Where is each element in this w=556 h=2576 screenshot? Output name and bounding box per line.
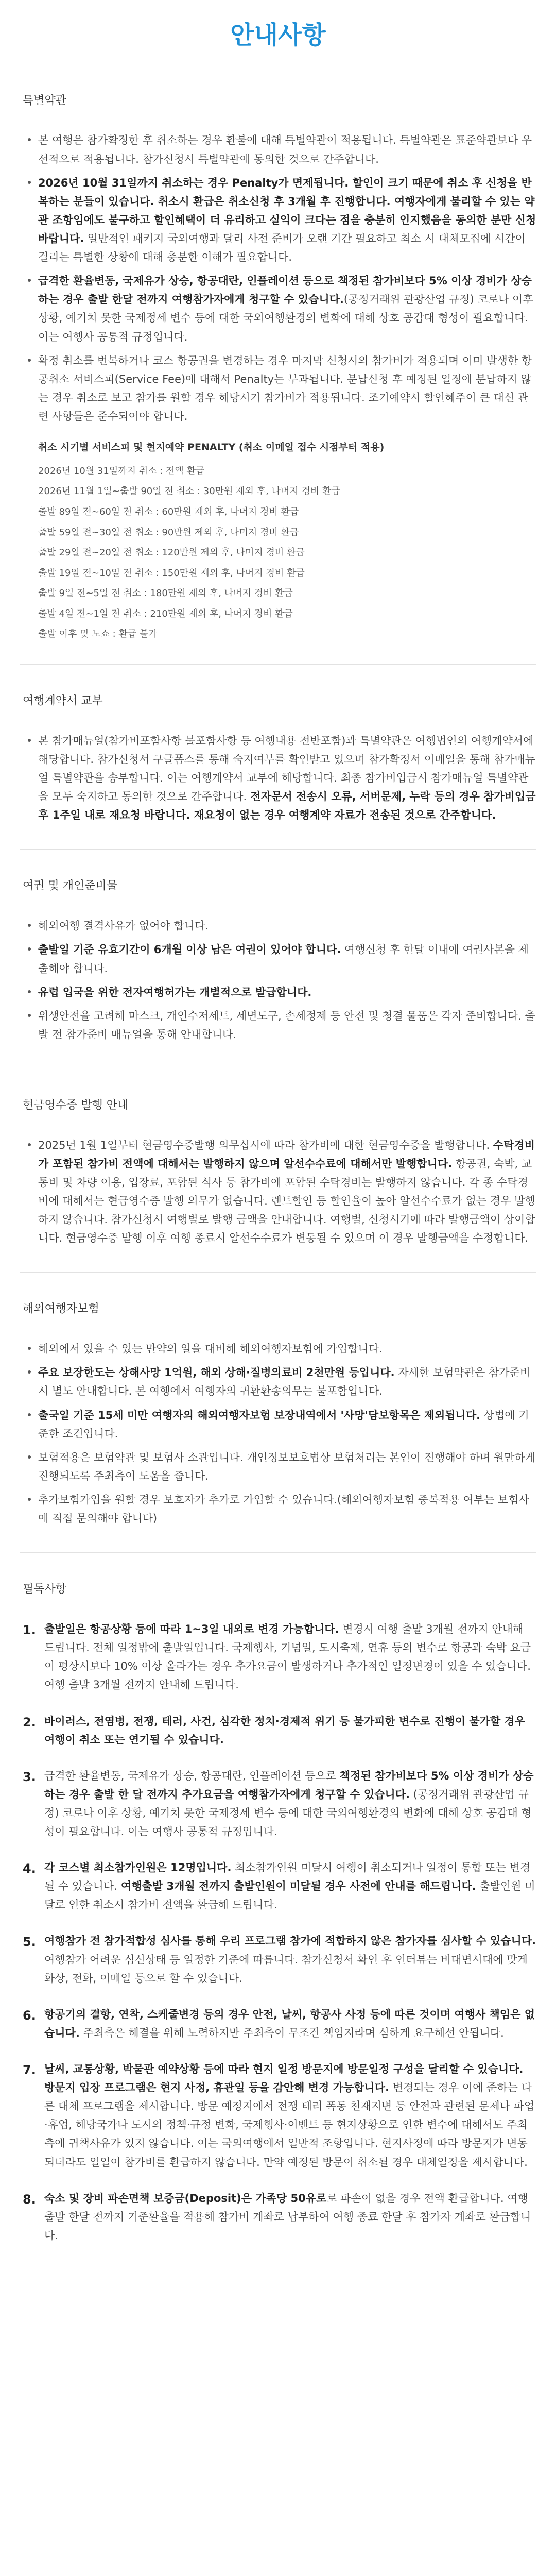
item-number: 7. (23, 2063, 36, 2078)
bullet-text: 해외에서 있을 수 있는 만약의 일을 대비해 해외여행자보험에 가입합니다. (38, 1343, 383, 1355)
item-bold-text: 날씨, 교통상황, 박물관 예약상황 등에 따라 현지 일정 방문지에 방문일정 구성을 달리할 수 있습니다. 방문지 입장 프로그램은 현지 사정, 휴관일 등을 감안해 변경 가능합니다. (44, 2063, 524, 2094)
insurance-section (20, 1272, 536, 1552)
bullet-bold-text: 출국일 기준 15세 미만 여행자의 해외여행자보험 보장내역에서 '사망'담보항목은 제외됩니다. (38, 1409, 481, 1421)
item-text (44, 1620, 536, 1694)
item-bold-text: 항공기의 결항, 연착, 스케줄변경 등의 경우 안전, 날씨, 항공사 사정 등에 따른 것이며 여행사 책임은 없습니다. (44, 2008, 535, 2039)
list-item (25, 1448, 536, 1485)
item-rest-text: 출발인원 미달로 인한 취소시 참가비 전액을 환급해 드립니다. (44, 1880, 535, 1911)
bullet-text: 본 여행은 참가확정한 후 취소하는 경우 환불에 대해 특별약관이 적용됩니다. 특별약관은 표준약관보다 우선적으로 적용됩니다. 참가신청시 특별약관에 동의한 것으로 간주합니다. (38, 134, 532, 165)
list-item (25, 174, 536, 267)
item-number: 1. (23, 1623, 36, 1638)
item-text (44, 2005, 536, 2042)
item-text (44, 1931, 536, 1987)
section-heading: 현금영수증 발행 안내 (23, 1098, 129, 1112)
bullet-text: 2025년 1월 1일부터 현금영수증발행 의무십시에 따라 참가비에 대한 현금영수증을 발행합니다. (38, 1139, 493, 1151)
list-item (25, 1490, 536, 1528)
bullet-text: 추가보험가입을 원할 경우 보호자가 추가로 가입할 수 있습니다.(해외여행자보험 중복적용 여부는 보험사에 직접 문의해야 합니다) (38, 1494, 529, 1525)
list-item (23, 1620, 536, 1694)
penalty-item: 출발 4일 전~1일 전 취소 : 210만원 제외 후, 나머지 경비 환급 (38, 608, 293, 619)
list-item (25, 1406, 536, 1443)
penalty-item: 출발 29일 전~20일 전 취소 : 120만원 제외 후, 나머지 경비 환급 (38, 547, 305, 558)
list-item (25, 131, 536, 168)
bullet-list (20, 1136, 536, 1248)
item-text (44, 2189, 536, 2245)
list-item (23, 1931, 536, 1987)
bullet-text: 보험적용은 보험약관 및 보험사 소관입니다. 개인정보보호법상 보험처리는 본인이 진행해야 하며 원만하게 진행되도록 주최측이 도움을 줍니다. (38, 1451, 536, 1482)
list-item (25, 351, 536, 426)
item-number: 3. (23, 1769, 36, 1784)
bullet-text: 일반적인 패키지 국외여행과 달리 사전 준비가 오랜 기간 필요하고 최소 시 대체모집에 시간이 걸리는 특별한 상황에 대해 충분한 이해가 필요합니다. (38, 232, 526, 264)
list-item (23, 1767, 536, 1841)
section-heading: 해외여행자보험 (23, 1302, 99, 1316)
section-heading: 여권 및 개인준비물 (23, 879, 118, 893)
list-item (23, 1858, 536, 1914)
penalty-heading: 취소 시기별 서비스피 및 현지예약 PENALTY (취소 이메일 접수 시점부터 적용) (38, 442, 385, 453)
item-bold-text: 각 코스별 최소참가인원은 12명입니다. (44, 1861, 232, 1874)
bullet-text: 위생안전을 고려해 마스크, 개인수저세트, 세면도구, 손세정제 등 안전 및 청결 물품은 각자 준비합니다. 출발 전 참가준비 매뉴얼을 통해 안내합니다. (38, 1009, 535, 1041)
list-item (23, 2005, 536, 2042)
bullet-list (20, 131, 536, 426)
item-number: 6. (23, 2008, 36, 2023)
section-heading: 필독사항 (23, 1583, 67, 1596)
bullet-text: 항공권, 숙박, 교통비 및 차량 이용, 입장료, 포함된 식사 등 참가비에 포함된 수탁경비는 발행하지 않습니다. 각 종 수탁경비에 대해서는 현금영수증 발행 의무가 없습니다. 렌트할인 등 할인율이 높아 알선수수료가 없는 경우 발행하지 않습니다. 참가신청시 여행별로 발행 금액을 안내합니다. 여행별, 신청시기에 따라 발행금액이 상이합니다. 현금영수증 발행 이후 여행 종료시 알선수수료가 변동될 수 있으며 이 경우 발행금액을 수정합니다. (38, 1157, 535, 1245)
bullet-text: (공정거래위 관광산업 규정) 코로나 이후 상황, 예기치 못한 국제정세 변수 등에 대한 국외여행환경의 변화에 대해 상호 공감대 형성이 필요합니다. 이는 여행사 공통적 규정입니다. (38, 293, 533, 343)
bullet-list (20, 732, 536, 825)
penalty-item: 출발 89일 전~60일 전 취소 : 60만원 제외 후, 나머지 경비 환급 (38, 506, 299, 517)
special-terms-section (20, 64, 536, 664)
item-text (44, 1767, 536, 1841)
numbered-list (20, 1620, 536, 2245)
bullet-text: 확정 취소를 번복하거나 코스 항공권을 변경하는 경우 마지막 신청시의 참가비가 적용되며 이미 발생한 항공취소 서비스피(Service Fee)에 대해서 Penalty는 부과됩니다. 분납신청 후 예정된 일정에 분납하지 않는 경우 취소로 보고 참가를 원할 경우 해당시기 참가비가 적용됩니다. 조기예약시 할인혜주이 큰 대신 관련 사항들은 준수되어야 합니다. (38, 354, 532, 422)
bullet-bold-text: 유럽 입국을 위한 전자여행허가는 개별적으로 발급합니다. (38, 986, 312, 998)
penalty-item: 출발 59일 전~30일 전 취소 : 90만원 제외 후, 나머지 경비 환급 (38, 527, 299, 538)
penalty-item: 출발 9일 전~5일 전 취소 : 180만원 제외 후, 나머지 경비 환급 (38, 588, 293, 599)
item-number: 5. (23, 1935, 36, 1950)
must-read-section (20, 1552, 536, 2282)
list-item (23, 2189, 536, 2245)
list-item (25, 1136, 536, 1248)
list-item (25, 1340, 536, 1358)
list-item (25, 1363, 536, 1400)
list-item (23, 1712, 536, 1749)
item-text (44, 2060, 536, 2172)
page-title: 안내사항 (230, 21, 326, 49)
item-number: 2. (23, 1715, 36, 1730)
item-bold-text: 책정된 참가비보다 5% 이상 경비가 상승하는 경우 출발 한 달 전까지 추가요금을 여행참가자에게 청구할 수 있습니다. (44, 1769, 534, 1801)
list-item (25, 917, 536, 935)
bullet-bold-text: 출발일 기준 유효기간이 6개월 이상 남은 여권이 있어야 합니다. (38, 943, 341, 956)
bullet-bold-text: 전자문서 전송시 오류, 서버문제, 누락 등의 경우 참가비입금 후 1주일 내로 재요청 바랍니다. 재요청이 없는 경우 여행계약 자료가 전송된 것으로 간주합니다. (38, 790, 536, 822)
bullet-bold-text: 2026년 10월 31일까지 취소하는 경우 Penalty가 면제됩니다. 할인이 크기 때문에 취소 후 신청을 반복하는 분들이 있습니다. 취소시 환급은 취소신청 후 3개월 후 진행합니다. 여행자에게 불리할 수 있는 약관 조항임에도 불구하고 할인혜택이 더 유리하고 실익이 크다는 점을 충분히 인지했음을 동의한 분만 신청바랍니다. (38, 176, 536, 245)
bullet-text: 본 참가매뉴얼(참가비포함사항 불포함사항 등 여행내용 전반포함)과 특별약관은 여행법인의 여행계약서에 해당합니다. 참가신청서 구글폼스를 통해 숙지여부를 확인받고 있으며 참가확정서 이메일을 통해 참가매뉴얼 특별약관을 송부합니다. 이는 여행계약서 교부에 해당합니다. 최종 참가비입금시 참가매뉴얼 특별약관을 모두 숙지하고 동의한 것으로 간주합니다. (38, 734, 536, 803)
item-bold-text: 숙소 및 장비 파손면책 보증금(Deposit)은 가족당 50유로 (44, 2192, 327, 2205)
item-rest-text: 주최측은 해결을 위해 노력하지만 주최측이 무조건 책임지라며 심하게 요구해선 안됩니다. (79, 2026, 504, 2039)
item-pre-text: 급격한 환율변동, 국제유가 상승, 항공대란, 인플레이션 등으로 (44, 1769, 340, 1782)
list-item (23, 2060, 536, 2172)
penalty-item: 출발 19일 전~10일 전 취소 : 150만원 제외 후, 나머지 경비 환급 (38, 567, 305, 579)
bullet-text: 여행신청 후 한달 이내에 여권사본을 제출해야 합니다. (38, 943, 529, 975)
item-text (44, 1712, 536, 1749)
item-rest-text: 최소참가인원 미달시 여행이 취소되거나 일정이 통합 또는 변경될 수 있습니다. (44, 1861, 531, 1893)
item-bold-text: 여행출발 3개월 전까지 출발인원이 미달될 경우 사전에 안내를 해드립니다. (117, 1880, 476, 1893)
bullet-bold-text: 주요 보장한도는 상해사망 1억원, 해외 상해·질병의료비 2천만원 등입니다. (38, 1366, 395, 1379)
list-item (25, 732, 536, 825)
bullet-text: 자세한 보험약관은 참가준비 시 별도 안내합니다. 본 여행에서 여행자의 귀환환송의무는 불포함입니다. (38, 1366, 531, 1398)
bullet-text: 상법에 기준한 조건입니다. (38, 1409, 529, 1440)
item-rest-text: 변경시 여행 출발 3개월 전까지 안내해 드립니다. 전체 일정밖에 출발일입니다. 국제행사, 기념일, 도시축제, 연휴 등의 변수로 항공과 숙박 요금이 평상시보다 10% 이상 올라가는 경우 추가요금이 발생하거나 추가적인 일정변경이 있을 수 있습니다. 여행 출발 3개월 전까지 안내해 드립니다. (44, 1623, 531, 1691)
penalty-list (38, 461, 536, 645)
item-bold-text: 출발일은 항공상황 등에 따라 1~3일 내외로 변경 가능합니다. (44, 1623, 339, 1636)
item-bold-text: 바이러스, 전염병, 전쟁, 테러, 사건, 심각한 정치·경제적 위기 등 불가피한 변수로 진행이 불가할 경우 여행이 취소 또는 연기될 수 있습니다. (44, 1715, 526, 1746)
item-number: 4. (23, 1861, 36, 1876)
item-rest-text: 여행참가 어려운 심신상태 등 일정한 기준에 따릅니다. 참가신청서 확인 후 인터뷰는 비대면시대에 맞게 화상, 전화, 이메일 등으로 할 수 있습니다. (44, 1953, 528, 1985)
penalty-item: 2026년 10월 31일까지 취소 : 전액 환급 (38, 465, 205, 477)
bullet-text: 해외여행 결격사유가 없어야 합니다. (38, 920, 208, 933)
list-item (25, 1007, 536, 1044)
item-rest-text: (공정거래위 관광산업 규정) 코로나 이후 상황, 예기치 못한 국제정세 변수 등에 대한 국외여행환경의 변화에 대해 상호 공감대 형성이 필요합니다. 이는 여행사 공통적 규정입니다. (44, 1788, 532, 1838)
item-rest-text: 변경되는 경우 이에 준하는 다른 대체 프로그램을 제시합니다. 방문 예정지에서 전쟁 테러 폭동 천재지변 등 안전과 관련된 문제나 파업·휴업, 해당국가나 도시의 정책·규정 변화, 국제행사·이벤트 등 현지상황으로 인한 변수에 대해서도 주최측에 귀책사유가 있지 않습니다. 이는 국외여행에서 일반적 조항입니다. 현지사정에 따라 방문지가 변동되더라도 일일이 참가비를 환급하지 않습니다. 만약 예정된 방문이 취소될 경우 대체일정을 제시합니다. (44, 2081, 535, 2168)
section-heading: 여행계약서 교부 (23, 694, 103, 708)
item-bold-text: 여행참가 전 참가적합성 심사를 통해 우리 프로그램 참가에 적합하지 않은 참가자를 심사할 수 있습니다. (44, 1935, 536, 1947)
bullet-list (20, 1340, 536, 1528)
passport-section (20, 849, 536, 1068)
contract-section (20, 664, 536, 849)
item-rest-text: 로 파손이 없을 경우 전액 환급합니다. 여행 출발 한달 전까지 기준환율을 적용해 참가비 계좌로 납부하여 여행 종료 한달 후 참가자 계좌로 환급합니다. (44, 2192, 531, 2242)
list-item (25, 940, 536, 977)
item-text (44, 1858, 536, 1914)
list-item (25, 983, 536, 1002)
bullet-list (20, 917, 536, 1044)
bullet-bold-text: 급격한 환율변동, 국제유가 상승, 항공대란, 인플레이션 등으로 책정된 참가비보다 5% 이상 경비가 상승하는 경우 출발 한달 전까지 여행참가자에게 청구할 수 있습니다. (38, 275, 532, 306)
penalty-item: 2026년 11월 1일~출발 90일 전 취소 : 30만원 제외 후, 나머지 경비 환급 (38, 486, 340, 497)
item-number: 8. (23, 2192, 36, 2207)
penalty-item: 출발 이후 및 노쇼 : 환급 불가 (38, 629, 158, 640)
receipt-section (20, 1069, 536, 1272)
bullet-bold-text: 수탁경비가 포함된 참가비 전액에 대해서는 발행하지 않으며 알선수수료에 대해서만 발행합니다. (38, 1139, 535, 1170)
list-item (25, 272, 536, 346)
section-heading: 특별약관 (23, 94, 67, 107)
